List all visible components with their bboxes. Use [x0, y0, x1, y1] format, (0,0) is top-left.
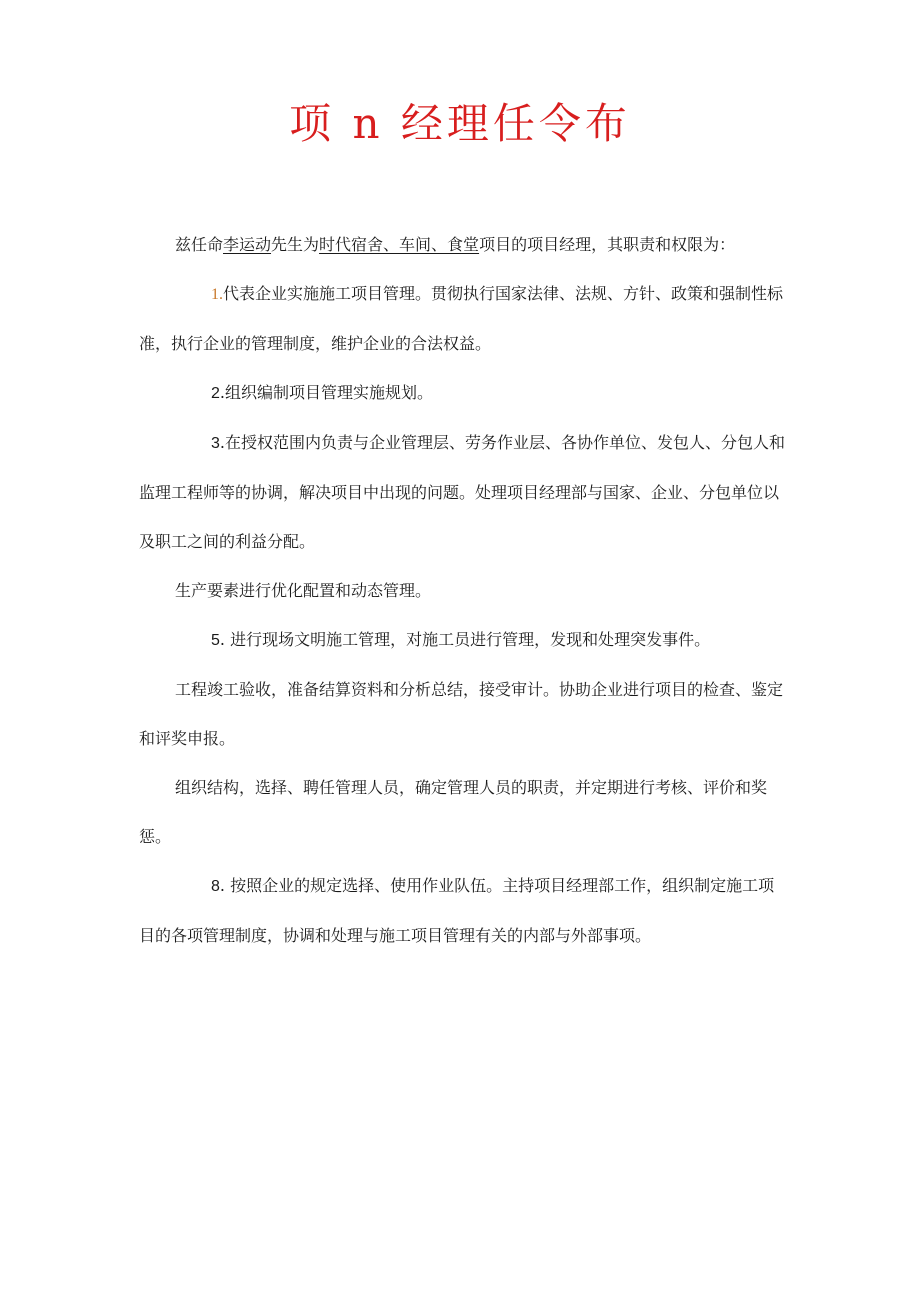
appointee-name: 李运动: [223, 235, 272, 254]
duty-item-3-number: 3: [211, 435, 220, 452]
duty-item-5: [139, 615, 789, 665]
project-name: 时代宿舍、车间、食堂: [319, 235, 480, 254]
document-body: [139, 220, 789, 960]
intro-suffix: 项目的项目经理，其职责和权限为：: [479, 235, 736, 254]
duty-item-2: [139, 368, 789, 418]
duty-item-2-number: 2: [211, 385, 220, 402]
duty-item-8-number: 8: [211, 878, 220, 895]
duty-item-7-text: 组织结构，选择、聘任管理人员，确定管理人员的职责，并定期进行考核、评价和奖惩。: [139, 778, 768, 846]
document-title: 项 n 经理任令布: [289, 99, 631, 148]
duty-item-3: [139, 418, 789, 566]
duty-item-5-number: 5: [211, 632, 220, 649]
duty-item-8: [139, 861, 789, 960]
duty-item-5-text: . 进行现场文明施工管理，对施工员进行管理，发现和处理突发事件。: [219, 630, 711, 649]
duty-item-6: [139, 665, 789, 763]
duty-item-1-text: 代表企业实施施工项目管理。贯彻执行国家法律、法规、方针、政策和强制性标准，执行企业的管理制度，维护企业的合法权益。: [139, 284, 784, 353]
duty-item-1-number: 1.: [211, 286, 223, 303]
duty-item-2-text: .组织编制项目管理实施规划。: [219, 383, 433, 402]
duty-item-4-text: 生产要素进行优化配置和动态管理。: [175, 581, 432, 600]
duty-item-1: [139, 269, 789, 368]
intro-paragraph: [139, 220, 789, 269]
intro-mid: 先生为: [271, 235, 320, 254]
duty-item-3-text: .在授权范围内负责与企业管理层、劳务作业层、各协作单位、发包人、分包人和监理工程师等的协调，解决项目中出现的问题。处理项目经理部与国家、企业、分包单位以及职工之间的利益分配。: [139, 433, 785, 551]
duty-item-4: [139, 566, 789, 615]
duty-item-8-text: . 按照企业的规定选择、使用作业队伍。主持项目经理部工作，组织制定施工项目的各项管理制度，协调和处理与施工项目管理有关的内部与外部事项。: [139, 876, 775, 945]
intro-prefix: 兹任命: [175, 235, 224, 254]
duty-item-7: [139, 763, 789, 861]
duty-item-6-text: 工程竣工验收，准备结算资料和分析总结，接受审计。协助企业进行项目的检查、鉴定和评奖申报。: [139, 680, 784, 748]
